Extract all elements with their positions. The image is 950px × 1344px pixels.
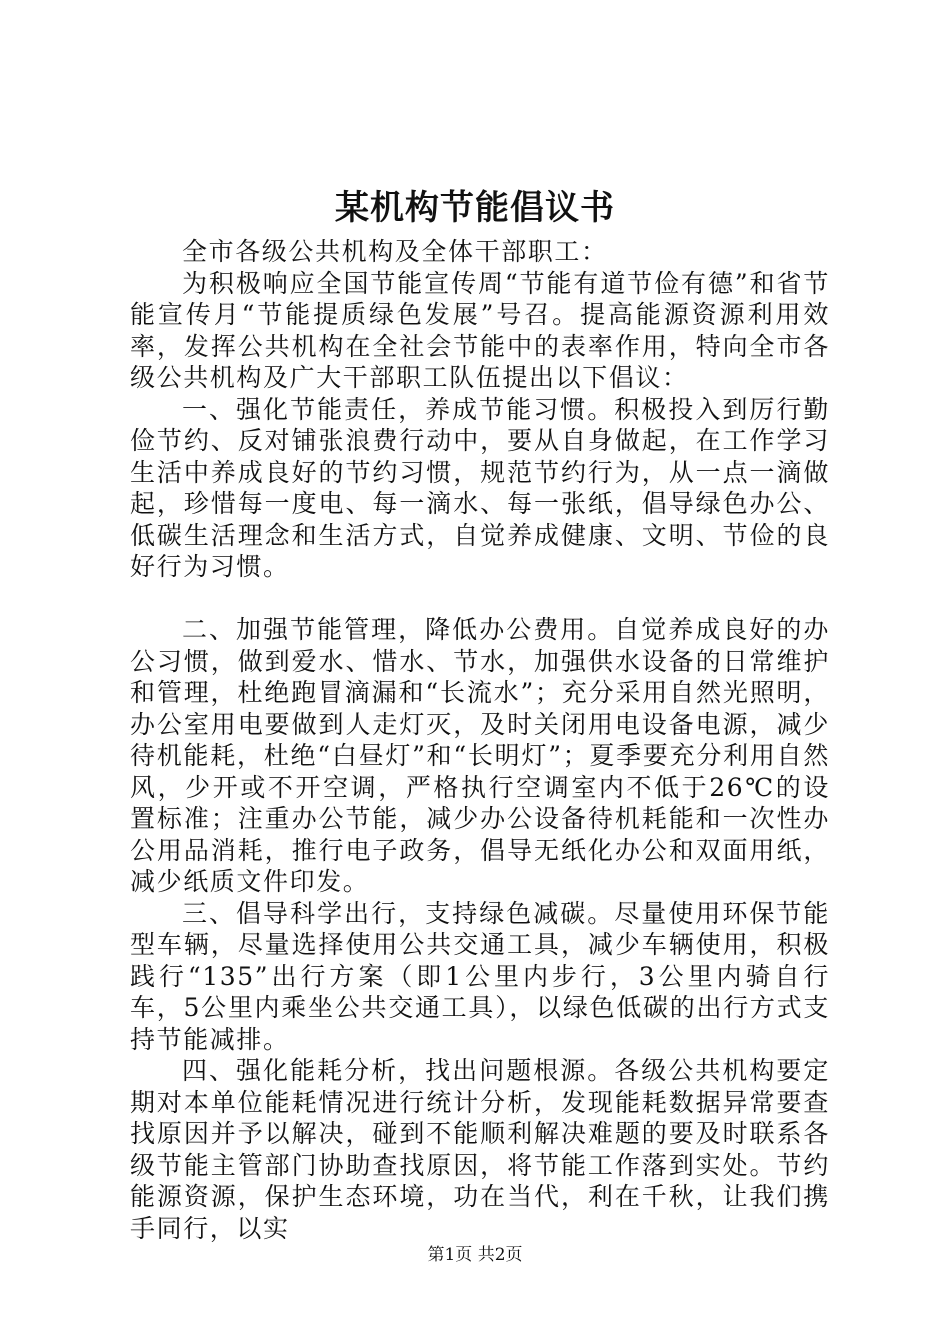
proposal-three-paragraph: 三、倡导科学出行，支持绿色减碳。尽量使用环保节能型车辆，尽量选择使用公共交通工具，减少车辆使用，积极践行“135”出行方案（即1公里内步行，3公里内骑自行车，5公里内乘坐公共交通工具），以绿色低碳的出行方式支持节能减排。: [130, 898, 830, 1054]
page-number-footer: 第1页 共2页: [427, 1245, 523, 1265]
document-body: [130, 236, 830, 1244]
proposal-two-paragraph: 二、加强节能管理，降低办公费用。自觉养成良好的办公习惯，做到爱水、惜水、节水，加强供水设备的日常维护和管理，杜绝跑冒滴漏和“长流水”；充分采用自然光照明，办公室用电要做到人走灯灭，及时关闭用电设备电源，减少待机能耗，杜绝“白昼灯”和“长明灯”；夏季要充分利用自然风，少开或不开空调，严格执行空调室内不低于26℃的设置标准；注重办公节能，减少办公设备待机耗能和一次性办公用品消耗，推行电子政务，倡导无纸化办公和双面用纸，减少纸质文件印发。: [130, 615, 830, 896]
proposal-one-paragraph: 一、强化节能责任，养成节能习惯。积极投入到厉行勤俭节约、反对铺张浪费行动中，要从自身做起，在工作学习生活中养成良好的节约习惯，规范节约行为，从一点一滴做起，珍惜每一度电、每一滴水、每一张纸，倡导绿色办公、低碳生活理念和生活方式，自觉养成健康、文明、节俭的良好行为习惯。: [130, 394, 830, 581]
intro-paragraph: 为积极响应全国节能宣传周“节能有道节俭有德”和省节能宣传月“节能提质绿色发展”号召。提高能源资源利用效率，发挥公共机构在全社会节能中的表率作用，特向全市各级公共机构及广大干部职工队伍提出以下倡议：: [130, 268, 830, 392]
proposal-four-paragraph: 四、强化能耗分析，找出问题根源。各级公共机构要定期对本单位能耗情况进行统计分析，发现能耗数据异常要查找原因并予以解决，碰到不能顺利解决难题的要及时联系各级节能主管部门协助查找原因，将节能工作落到实处。节约能源资源，保护生态环境，功在当代，利在千秋，让我们携手同行，以实: [130, 1056, 830, 1243]
document-title: 某机构节能倡议书: [335, 188, 615, 228]
salutation: 全市各级公共机构及全体干部职工：: [182, 237, 608, 266]
